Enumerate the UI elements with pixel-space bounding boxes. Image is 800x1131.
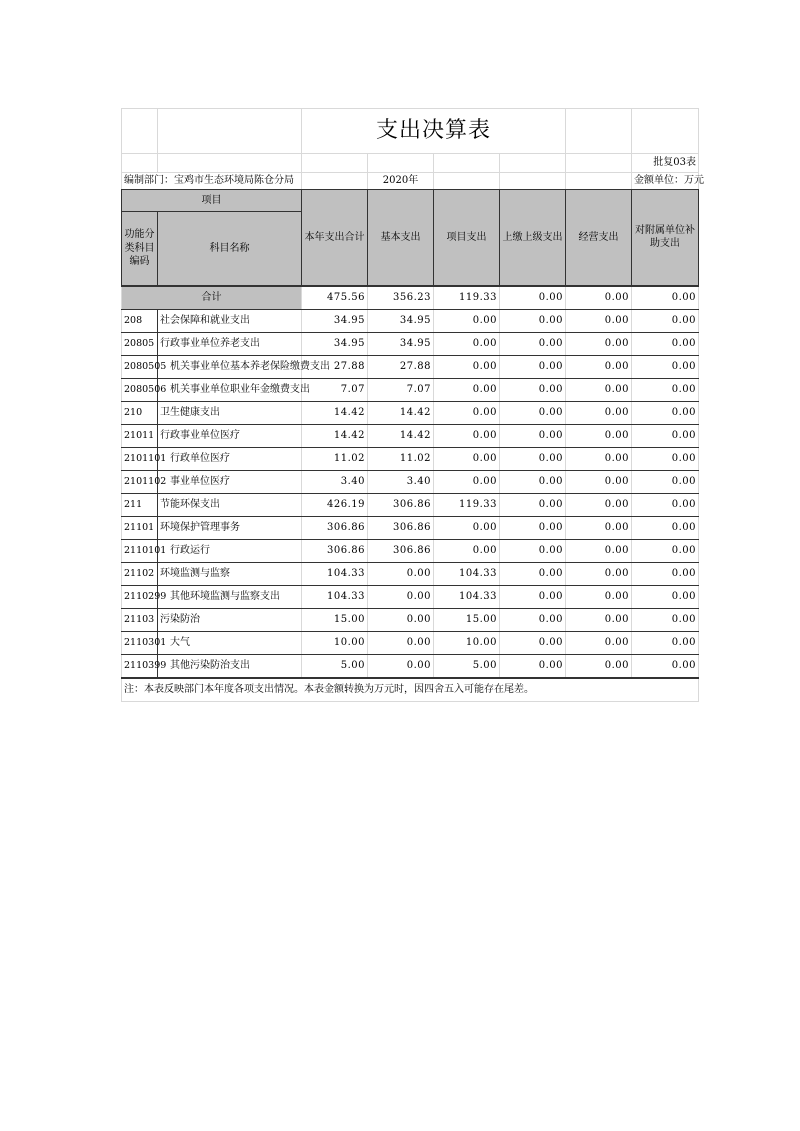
expenditure-sheet bbox=[121, 108, 705, 702]
row-value: 10.00 bbox=[302, 631, 368, 654]
row-name: 环境保护管理事务 bbox=[158, 516, 302, 539]
row-name: 节能环保支出 bbox=[158, 493, 302, 516]
row-value: 3.40 bbox=[368, 470, 434, 493]
row-value: 0.00 bbox=[566, 355, 632, 378]
table-row bbox=[122, 309, 699, 332]
total-row bbox=[122, 286, 699, 310]
col-header-upper: 上缴上级支出 bbox=[500, 190, 566, 286]
col-header-business: 经营支出 bbox=[566, 190, 632, 286]
row-value: 5.00 bbox=[434, 654, 500, 678]
total-value: 0.00 bbox=[632, 286, 699, 310]
row-value: 15.00 bbox=[434, 608, 500, 631]
row-value: 0.00 bbox=[632, 470, 699, 493]
row-name: 行政单位医疗 bbox=[158, 447, 302, 470]
col-header-total: 本年支出合计 bbox=[302, 190, 368, 286]
row-code: 21102 bbox=[122, 562, 158, 585]
row-value: 0.00 bbox=[434, 378, 500, 401]
expenditure-table bbox=[121, 108, 705, 702]
row-value: 0.00 bbox=[632, 355, 699, 378]
row-value: 11.02 bbox=[368, 447, 434, 470]
row-name: 行政事业单位养老支出 bbox=[158, 332, 302, 355]
row-name: 社会保障和就业支出 bbox=[158, 309, 302, 332]
row-value: 0.00 bbox=[566, 493, 632, 516]
row-value: 0.00 bbox=[632, 332, 699, 355]
row-name: 污染防治 bbox=[158, 608, 302, 631]
row-value: 0.00 bbox=[500, 654, 566, 678]
row-code: 2101101 bbox=[122, 447, 158, 470]
row-value: 0.00 bbox=[632, 631, 699, 654]
row-value: 0.00 bbox=[434, 424, 500, 447]
row-value: 15.00 bbox=[302, 608, 368, 631]
row-value: 306.86 bbox=[302, 539, 368, 562]
row-value: 0.00 bbox=[566, 608, 632, 631]
table-row bbox=[122, 516, 699, 539]
table-row bbox=[122, 470, 699, 493]
row-value: 0.00 bbox=[500, 516, 566, 539]
row-code: 2080505 bbox=[122, 355, 158, 378]
row-value: 0.00 bbox=[500, 309, 566, 332]
row-value: 5.00 bbox=[302, 654, 368, 678]
row-value: 0.00 bbox=[500, 585, 566, 608]
row-value: 0.00 bbox=[566, 378, 632, 401]
total-value: 0.00 bbox=[500, 286, 566, 310]
table-row bbox=[122, 654, 699, 678]
row-value: 27.88 bbox=[302, 355, 368, 378]
row-value: 0.00 bbox=[566, 562, 632, 585]
unit-label: 金额单位：万元 bbox=[632, 173, 699, 190]
row-value: 0.00 bbox=[500, 424, 566, 447]
row-value: 104.33 bbox=[434, 585, 500, 608]
row-value: 0.00 bbox=[632, 401, 699, 424]
row-value: 426.19 bbox=[302, 493, 368, 516]
row-value: 0.00 bbox=[632, 516, 699, 539]
row-value: 0.00 bbox=[368, 608, 434, 631]
table-row bbox=[122, 401, 699, 424]
row-value: 306.86 bbox=[302, 516, 368, 539]
row-name: 环境监测与监察 bbox=[158, 562, 302, 585]
row-value: 0.00 bbox=[566, 654, 632, 678]
row-value: 27.88 bbox=[368, 355, 434, 378]
table-row bbox=[122, 562, 699, 585]
table-row bbox=[122, 608, 699, 631]
row-code: 2110299 bbox=[122, 585, 158, 608]
row-value: 14.42 bbox=[368, 424, 434, 447]
row-name: 事业单位医疗 bbox=[158, 470, 302, 493]
row-value: 34.95 bbox=[368, 309, 434, 332]
row-value: 0.00 bbox=[632, 309, 699, 332]
row-value: 0.00 bbox=[434, 332, 500, 355]
row-value: 0.00 bbox=[632, 608, 699, 631]
row-value: 0.00 bbox=[500, 493, 566, 516]
row-value: 0.00 bbox=[566, 401, 632, 424]
row-name: 机关事业单位职业年金缴费支出 bbox=[158, 378, 302, 401]
row-code: 2101102 bbox=[122, 470, 158, 493]
row-value: 0.00 bbox=[500, 401, 566, 424]
row-value: 0.00 bbox=[434, 447, 500, 470]
row-value: 0.00 bbox=[434, 470, 500, 493]
name-header: 科目名称 bbox=[158, 212, 302, 286]
row-value: 0.00 bbox=[500, 631, 566, 654]
row-value: 0.00 bbox=[500, 355, 566, 378]
table-row bbox=[122, 332, 699, 355]
row-value: 0.00 bbox=[632, 493, 699, 516]
row-code: 211 bbox=[122, 493, 158, 516]
col-header-subsidy: 对附属单位补助支出 bbox=[632, 190, 699, 286]
table-row bbox=[122, 447, 699, 470]
row-value: 104.33 bbox=[302, 562, 368, 585]
row-value: 0.00 bbox=[500, 608, 566, 631]
row-value: 11.02 bbox=[302, 447, 368, 470]
total-value: 356.23 bbox=[368, 286, 434, 310]
row-value: 104.33 bbox=[434, 562, 500, 585]
row-value: 34.95 bbox=[302, 332, 368, 355]
row-name: 卫生健康支出 bbox=[158, 401, 302, 424]
row-code: 210 bbox=[122, 401, 158, 424]
row-name: 其他环境监测与监察支出 bbox=[158, 585, 302, 608]
col-header-basic: 基本支出 bbox=[368, 190, 434, 286]
row-name: 机关事业单位基本养老保险缴费支出 bbox=[158, 355, 302, 378]
row-value: 0.00 bbox=[632, 562, 699, 585]
row-value: 0.00 bbox=[500, 470, 566, 493]
row-code: 2110301 bbox=[122, 631, 158, 654]
footnote: 注：本表反映部门本年度各项支出情况。本表金额转换为万元时，因四舍五入可能存在尾差。 bbox=[122, 678, 699, 702]
row-code: 20805 bbox=[122, 332, 158, 355]
table-row bbox=[122, 378, 699, 401]
row-value: 0.00 bbox=[368, 562, 434, 585]
row-value: 0.00 bbox=[566, 309, 632, 332]
row-value: 104.33 bbox=[302, 585, 368, 608]
row-value: 10.00 bbox=[434, 631, 500, 654]
row-value: 0.00 bbox=[368, 585, 434, 608]
row-value: 306.86 bbox=[368, 539, 434, 562]
row-value: 0.00 bbox=[500, 562, 566, 585]
row-value: 0.00 bbox=[434, 355, 500, 378]
row-code: 21011 bbox=[122, 424, 158, 447]
year-label: 2020年 bbox=[368, 173, 434, 190]
table-row bbox=[122, 631, 699, 654]
row-name: 行政事业单位医疗 bbox=[158, 424, 302, 447]
row-value: 0.00 bbox=[368, 631, 434, 654]
row-value: 0.00 bbox=[566, 447, 632, 470]
row-value: 3.40 bbox=[302, 470, 368, 493]
row-value: 306.86 bbox=[368, 493, 434, 516]
table-row bbox=[122, 355, 699, 378]
row-name: 大气 bbox=[158, 631, 302, 654]
total-value: 119.33 bbox=[434, 286, 500, 310]
row-value: 0.00 bbox=[500, 378, 566, 401]
row-value: 0.00 bbox=[500, 539, 566, 562]
row-code: 208 bbox=[122, 309, 158, 332]
row-value: 0.00 bbox=[566, 470, 632, 493]
row-value: 34.95 bbox=[368, 332, 434, 355]
row-code: 2110101 bbox=[122, 539, 158, 562]
row-value: 0.00 bbox=[434, 516, 500, 539]
row-value: 0.00 bbox=[500, 332, 566, 355]
row-value: 0.00 bbox=[566, 424, 632, 447]
row-value: 0.00 bbox=[434, 539, 500, 562]
row-value: 7.07 bbox=[302, 378, 368, 401]
row-value: 0.00 bbox=[632, 424, 699, 447]
row-value: 0.00 bbox=[368, 654, 434, 678]
row-value: 14.42 bbox=[368, 401, 434, 424]
row-value: 0.00 bbox=[632, 654, 699, 678]
row-value: 0.00 bbox=[434, 309, 500, 332]
row-value: 7.07 bbox=[368, 378, 434, 401]
row-value: 0.00 bbox=[632, 585, 699, 608]
row-name: 行政运行 bbox=[158, 539, 302, 562]
row-value: 0.00 bbox=[632, 539, 699, 562]
page-title: 支出决算表 bbox=[302, 109, 566, 154]
col-header-project: 项目支出 bbox=[434, 190, 500, 286]
total-label: 合计 bbox=[122, 286, 302, 310]
row-code: 21101 bbox=[122, 516, 158, 539]
row-value: 14.42 bbox=[302, 401, 368, 424]
row-value: 0.00 bbox=[632, 447, 699, 470]
row-value: 0.00 bbox=[500, 447, 566, 470]
code-header: 功能分类科目编码 bbox=[122, 212, 158, 286]
row-value: 119.33 bbox=[434, 493, 500, 516]
table-number: 批复03表 bbox=[632, 154, 699, 173]
row-value: 0.00 bbox=[434, 401, 500, 424]
total-value: 475.56 bbox=[302, 286, 368, 310]
row-value: 0.00 bbox=[566, 631, 632, 654]
row-value: 0.00 bbox=[566, 332, 632, 355]
row-value: 0.00 bbox=[566, 585, 632, 608]
row-value: 0.00 bbox=[566, 516, 632, 539]
row-value: 0.00 bbox=[566, 539, 632, 562]
table-row bbox=[122, 493, 699, 516]
total-value: 0.00 bbox=[566, 286, 632, 310]
row-name: 其他污染防治支出 bbox=[158, 654, 302, 678]
row-code: 2110399 bbox=[122, 654, 158, 678]
item-header: 项目 bbox=[122, 190, 302, 212]
row-value: 14.42 bbox=[302, 424, 368, 447]
row-value: 0.00 bbox=[632, 378, 699, 401]
table-row bbox=[122, 424, 699, 447]
row-code: 21103 bbox=[122, 608, 158, 631]
row-value: 306.86 bbox=[368, 516, 434, 539]
dept-label: 编制部门：宝鸡市生态环境局陈仓分局 bbox=[122, 173, 302, 190]
table-row bbox=[122, 585, 699, 608]
table-row bbox=[122, 539, 699, 562]
row-value: 34.95 bbox=[302, 309, 368, 332]
row-code: 2080506 bbox=[122, 378, 158, 401]
